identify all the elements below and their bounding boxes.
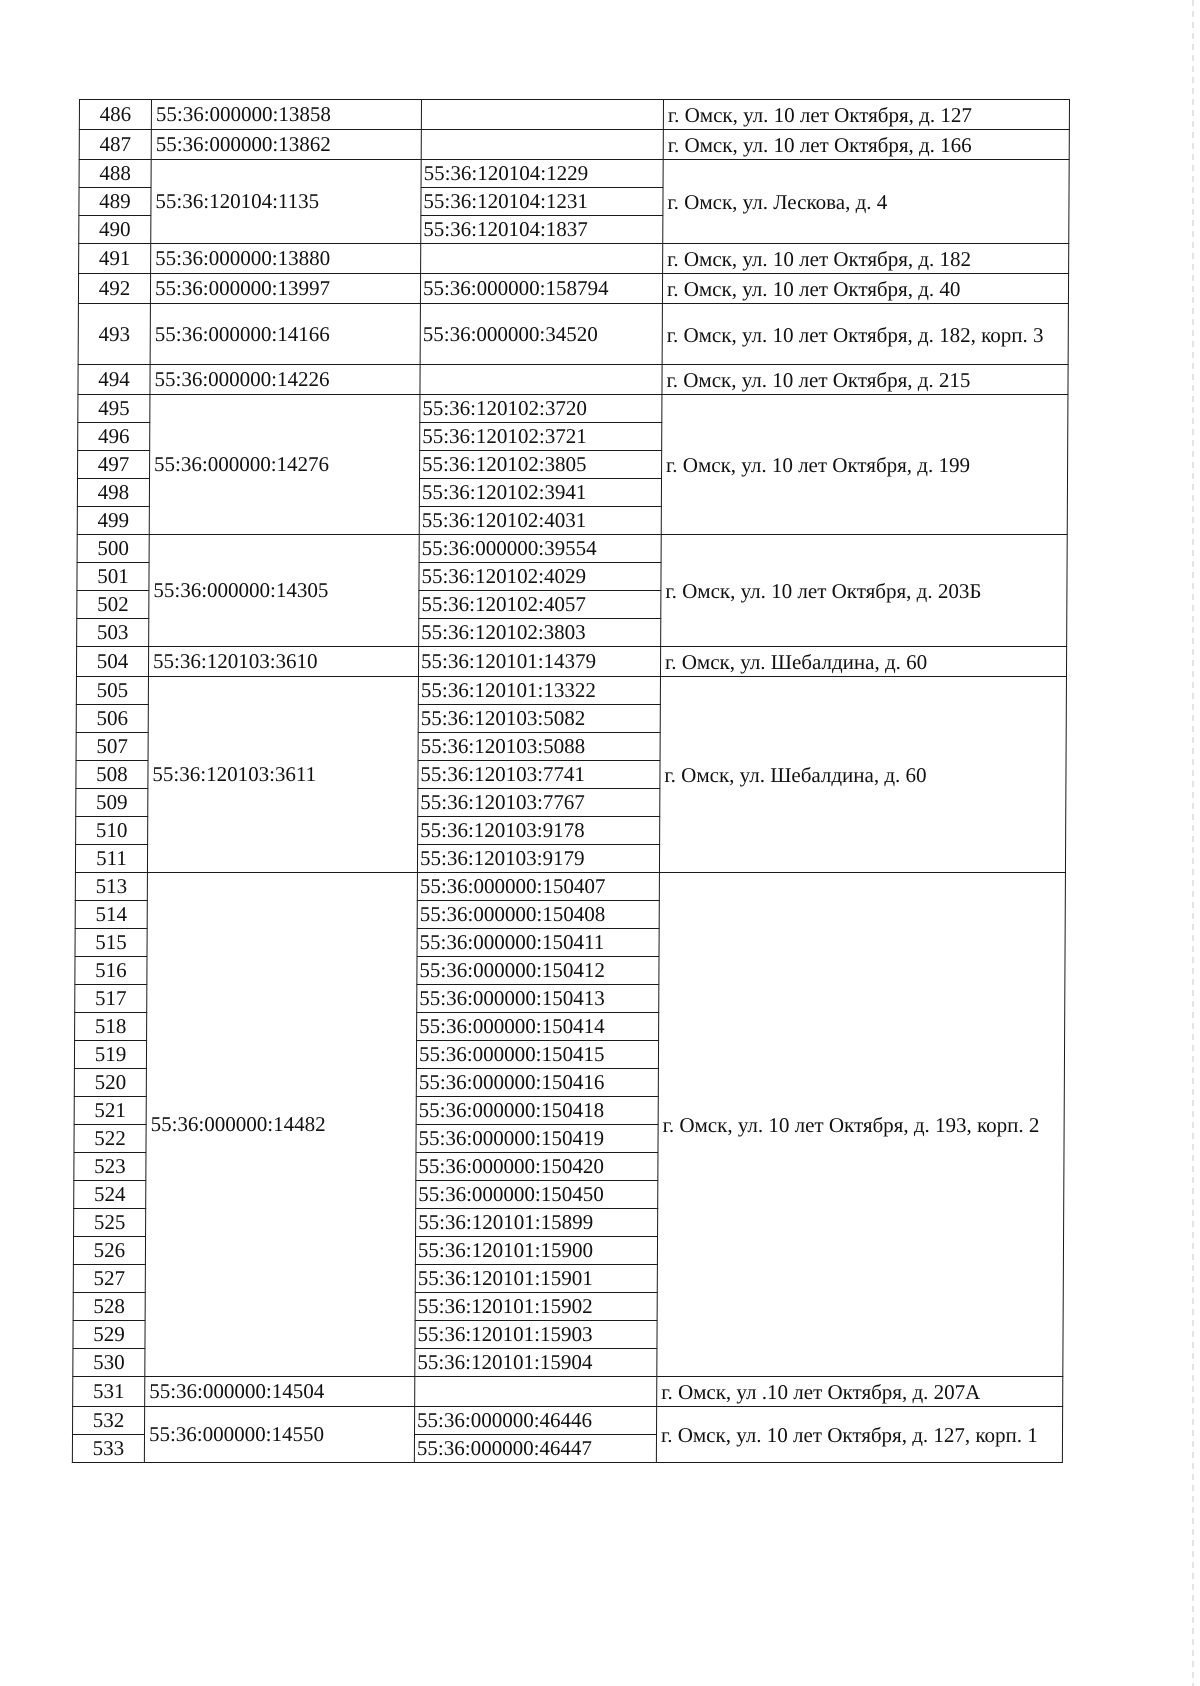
row-number-cell: 493 xyxy=(78,304,150,365)
linked-cadastral-number-cell: 55:36:120102:3720 xyxy=(420,395,662,423)
row-number-cell: 508 xyxy=(76,761,148,789)
address-cell: г. Омск, ул. 10 лет Октября, д. 215 xyxy=(662,365,1068,395)
address-cell: г. Омск, ул. 10 лет Октября, д. 193, корп. 2 xyxy=(657,873,1066,1377)
row-number-cell: 533 xyxy=(72,1435,144,1463)
table-row xyxy=(78,274,1068,304)
linked-cadastral-number-cell: 55:36:000000:150416 xyxy=(416,1069,658,1097)
table-row xyxy=(79,160,1069,188)
row-number-cell: 495 xyxy=(78,395,150,423)
row-number-cell: 503 xyxy=(77,619,149,647)
linked-cadastral-number-cell: 55:36:000000:34520 xyxy=(420,304,662,365)
row-number-cell: 498 xyxy=(77,479,149,507)
row-number-cell: 487 xyxy=(79,130,151,160)
linked-cadastral-number-cell xyxy=(421,130,663,160)
linked-cadastral-number-cell: 55:36:120101:15902 xyxy=(415,1293,657,1321)
linked-cadastral-number-cell: 55:36:000000:150450 xyxy=(416,1181,658,1209)
row-number-cell: 507 xyxy=(76,733,148,761)
linked-cadastral-number-cell: 55:36:120103:9179 xyxy=(417,845,659,873)
cadastral-number-cell: 55:36:000000:13858 xyxy=(151,100,421,130)
linked-cadastral-number-cell: 55:36:120101:15900 xyxy=(415,1237,657,1265)
cadastral-number-cell: 55:36:000000:14550 xyxy=(144,1407,414,1463)
row-number-cell: 499 xyxy=(77,507,149,535)
table-row xyxy=(79,100,1069,130)
cadastral-number-cell: 55:36:120104:1135 xyxy=(151,160,421,244)
address-cell: г. Омск, ул. 10 лет Октября, д. 182 xyxy=(663,244,1069,274)
cadastral-number-cell: 55:36:000000:14482 xyxy=(145,873,418,1377)
address-cell: г. Омск, ул. Шебалдина, д. 60 xyxy=(659,677,1066,873)
linked-cadastral-number-cell: 55:36:000000:46447 xyxy=(414,1435,656,1463)
row-number-cell: 526 xyxy=(73,1237,145,1265)
cadastral-number-cell: 55:36:000000:13880 xyxy=(151,244,421,274)
row-number-cell: 524 xyxy=(74,1181,146,1209)
linked-cadastral-number-cell: 55:36:000000:150411 xyxy=(417,929,659,957)
linked-cadastral-number-cell: 55:36:120102:3721 xyxy=(420,423,662,451)
address-cell: г. Омск, ул. 10 лет Октября, д. 203Б xyxy=(661,535,1068,647)
table-row xyxy=(73,1377,1063,1407)
linked-cadastral-number-cell: 55:36:120102:4057 xyxy=(419,591,661,619)
row-number-cell: 491 xyxy=(79,244,151,274)
table-row xyxy=(78,365,1068,395)
registry-table-body xyxy=(72,100,1069,1463)
address-cell: г. Омск, ул. 10 лет Октября, д. 40 xyxy=(662,274,1068,304)
cadastral-number-cell: 55:36:000000:14504 xyxy=(145,1377,415,1407)
row-number-cell: 506 xyxy=(76,705,148,733)
row-number-cell: 488 xyxy=(79,160,151,188)
cadastral-number-cell: 55:36:000000:14305 xyxy=(149,535,420,647)
linked-cadastral-number-cell: 55:36:120103:5088 xyxy=(418,733,660,761)
row-number-cell: 525 xyxy=(74,1209,146,1237)
linked-cadastral-number-cell: 55:36:120102:3803 xyxy=(419,619,661,647)
row-number-cell: 517 xyxy=(75,985,147,1013)
linked-cadastral-number-cell: 55:36:120104:1231 xyxy=(421,188,663,216)
linked-cadastral-number-cell: 55:36:000000:46446 xyxy=(415,1407,657,1435)
row-number-cell: 494 xyxy=(78,365,150,395)
row-number-cell: 514 xyxy=(75,901,147,929)
address-cell: г. Омск, ул. 10 лет Октября, д. 182, корп. 3 xyxy=(662,304,1068,365)
row-number-cell: 520 xyxy=(74,1069,146,1097)
table-row xyxy=(76,647,1066,677)
table-row xyxy=(76,677,1066,705)
linked-cadastral-number-cell: 55:36:120101:15903 xyxy=(415,1321,657,1349)
linked-cadastral-number-cell: 55:36:120101:14379 xyxy=(418,647,660,677)
row-number-cell: 486 xyxy=(79,100,151,130)
row-number-cell: 516 xyxy=(75,957,147,985)
row-number-cell: 519 xyxy=(74,1041,146,1069)
linked-cadastral-number-cell xyxy=(420,365,662,395)
linked-cadastral-number-cell: 55:36:120102:3941 xyxy=(419,479,661,507)
linked-cadastral-number-cell: 55:36:120103:7767 xyxy=(418,789,660,817)
linked-cadastral-number-cell: 55:36:120103:7741 xyxy=(418,761,660,789)
row-number-cell: 528 xyxy=(73,1293,145,1321)
linked-cadastral-number-cell: 55:36:000000:39554 xyxy=(419,535,661,563)
linked-cadastral-number-cell: 55:36:000000:150414 xyxy=(417,1013,659,1041)
linked-cadastral-number-cell: 55:36:120104:1837 xyxy=(421,216,663,244)
cadastral-registry-table xyxy=(72,99,1070,1463)
row-number-cell: 515 xyxy=(75,929,147,957)
linked-cadastral-number-cell xyxy=(421,244,663,274)
row-number-cell: 511 xyxy=(75,845,147,873)
row-number-cell: 505 xyxy=(76,677,148,705)
row-number-cell: 510 xyxy=(76,817,148,845)
row-number-cell: 490 xyxy=(79,216,151,244)
cadastral-number-cell: 55:36:000000:13997 xyxy=(150,274,420,304)
linked-cadastral-number-cell: 55:36:120104:1229 xyxy=(421,160,663,188)
row-number-cell: 489 xyxy=(79,188,151,216)
row-number-cell: 523 xyxy=(74,1153,146,1181)
table-row xyxy=(73,1407,1063,1435)
table-row xyxy=(78,395,1068,423)
cadastral-number-cell: 55:36:000000:14226 xyxy=(150,365,420,395)
linked-cadastral-number-cell xyxy=(421,100,663,130)
address-cell: г. Омск, ул. Шебалдина, д. 60 xyxy=(660,647,1066,677)
address-cell: г. Омск, ул. 10 лет Октября, д. 199 xyxy=(661,395,1068,535)
address-cell: г. Омск, ул. 10 лет Октября, д. 127, корп. 1 xyxy=(656,1407,1062,1463)
linked-cadastral-number-cell: 55:36:000000:158794 xyxy=(420,274,662,304)
cadastral-number-cell: 55:36:120103:3611 xyxy=(147,677,418,873)
row-number-cell: 513 xyxy=(75,873,147,901)
row-number-cell: 529 xyxy=(73,1321,145,1349)
row-number-cell: 492 xyxy=(78,274,150,304)
linked-cadastral-number-cell: 55:36:000000:150413 xyxy=(417,985,659,1013)
cadastral-number-cell: 55:36:120103:3610 xyxy=(148,647,418,677)
table-row xyxy=(78,304,1068,365)
table-row xyxy=(79,130,1069,160)
row-number-cell: 521 xyxy=(74,1097,146,1125)
row-number-cell: 530 xyxy=(73,1349,145,1377)
row-number-cell: 527 xyxy=(73,1265,145,1293)
row-number-cell: 500 xyxy=(77,535,149,563)
address-cell: г. Омск, ул .10 лет Октября, д. 207А xyxy=(657,1377,1063,1407)
cadastral-number-cell: 55:36:000000:13862 xyxy=(151,130,421,160)
address-cell: г. Омск, ул. 10 лет Октября, д. 127 xyxy=(663,100,1069,130)
linked-cadastral-number-cell: 55:36:000000:150418 xyxy=(416,1097,658,1125)
linked-cadastral-number-cell: 55:36:000000:150408 xyxy=(417,901,659,929)
scan-edge-artifact xyxy=(1192,0,1194,1686)
linked-cadastral-number-cell: 55:36:000000:150415 xyxy=(416,1041,658,1069)
linked-cadastral-number-cell: 55:36:120102:4031 xyxy=(419,507,661,535)
row-number-cell: 501 xyxy=(77,563,149,591)
linked-cadastral-number-cell xyxy=(415,1377,657,1407)
linked-cadastral-number-cell: 55:36:120102:3805 xyxy=(420,451,662,479)
row-number-cell: 531 xyxy=(73,1377,145,1407)
row-number-cell: 496 xyxy=(78,423,150,451)
row-number-cell: 509 xyxy=(76,789,148,817)
row-number-cell: 522 xyxy=(74,1125,146,1153)
row-number-cell: 532 xyxy=(73,1407,145,1435)
address-cell: г. Омск, ул. 10 лет Октября, д. 166 xyxy=(663,130,1069,160)
linked-cadastral-number-cell: 55:36:120101:15904 xyxy=(415,1349,657,1377)
table-row xyxy=(79,244,1069,274)
table-row xyxy=(75,873,1065,901)
cadastral-number-cell: 55:36:000000:14166 xyxy=(150,304,420,365)
linked-cadastral-number-cell: 55:36:000000:150419 xyxy=(416,1125,658,1153)
linked-cadastral-number-cell: 55:36:120103:9178 xyxy=(418,817,660,845)
linked-cadastral-number-cell: 55:36:120102:4029 xyxy=(419,563,661,591)
address-cell: г. Омск, ул. Лескова, д. 4 xyxy=(663,160,1069,244)
cadastral-number-cell: 55:36:000000:14276 xyxy=(149,395,420,535)
linked-cadastral-number-cell: 55:36:120103:5082 xyxy=(418,705,660,733)
table-row xyxy=(77,535,1067,563)
linked-cadastral-number-cell: 55:36:000000:150412 xyxy=(417,957,659,985)
row-number-cell: 502 xyxy=(77,591,149,619)
linked-cadastral-number-cell: 55:36:120101:15899 xyxy=(416,1209,658,1237)
row-number-cell: 518 xyxy=(75,1013,147,1041)
linked-cadastral-number-cell: 55:36:120101:13322 xyxy=(418,677,660,705)
linked-cadastral-number-cell: 55:36:120101:15901 xyxy=(415,1265,657,1293)
row-number-cell: 504 xyxy=(76,647,148,677)
linked-cadastral-number-cell: 55:36:000000:150420 xyxy=(416,1153,658,1181)
linked-cadastral-number-cell: 55:36:000000:150407 xyxy=(417,873,659,901)
row-number-cell: 497 xyxy=(78,451,150,479)
